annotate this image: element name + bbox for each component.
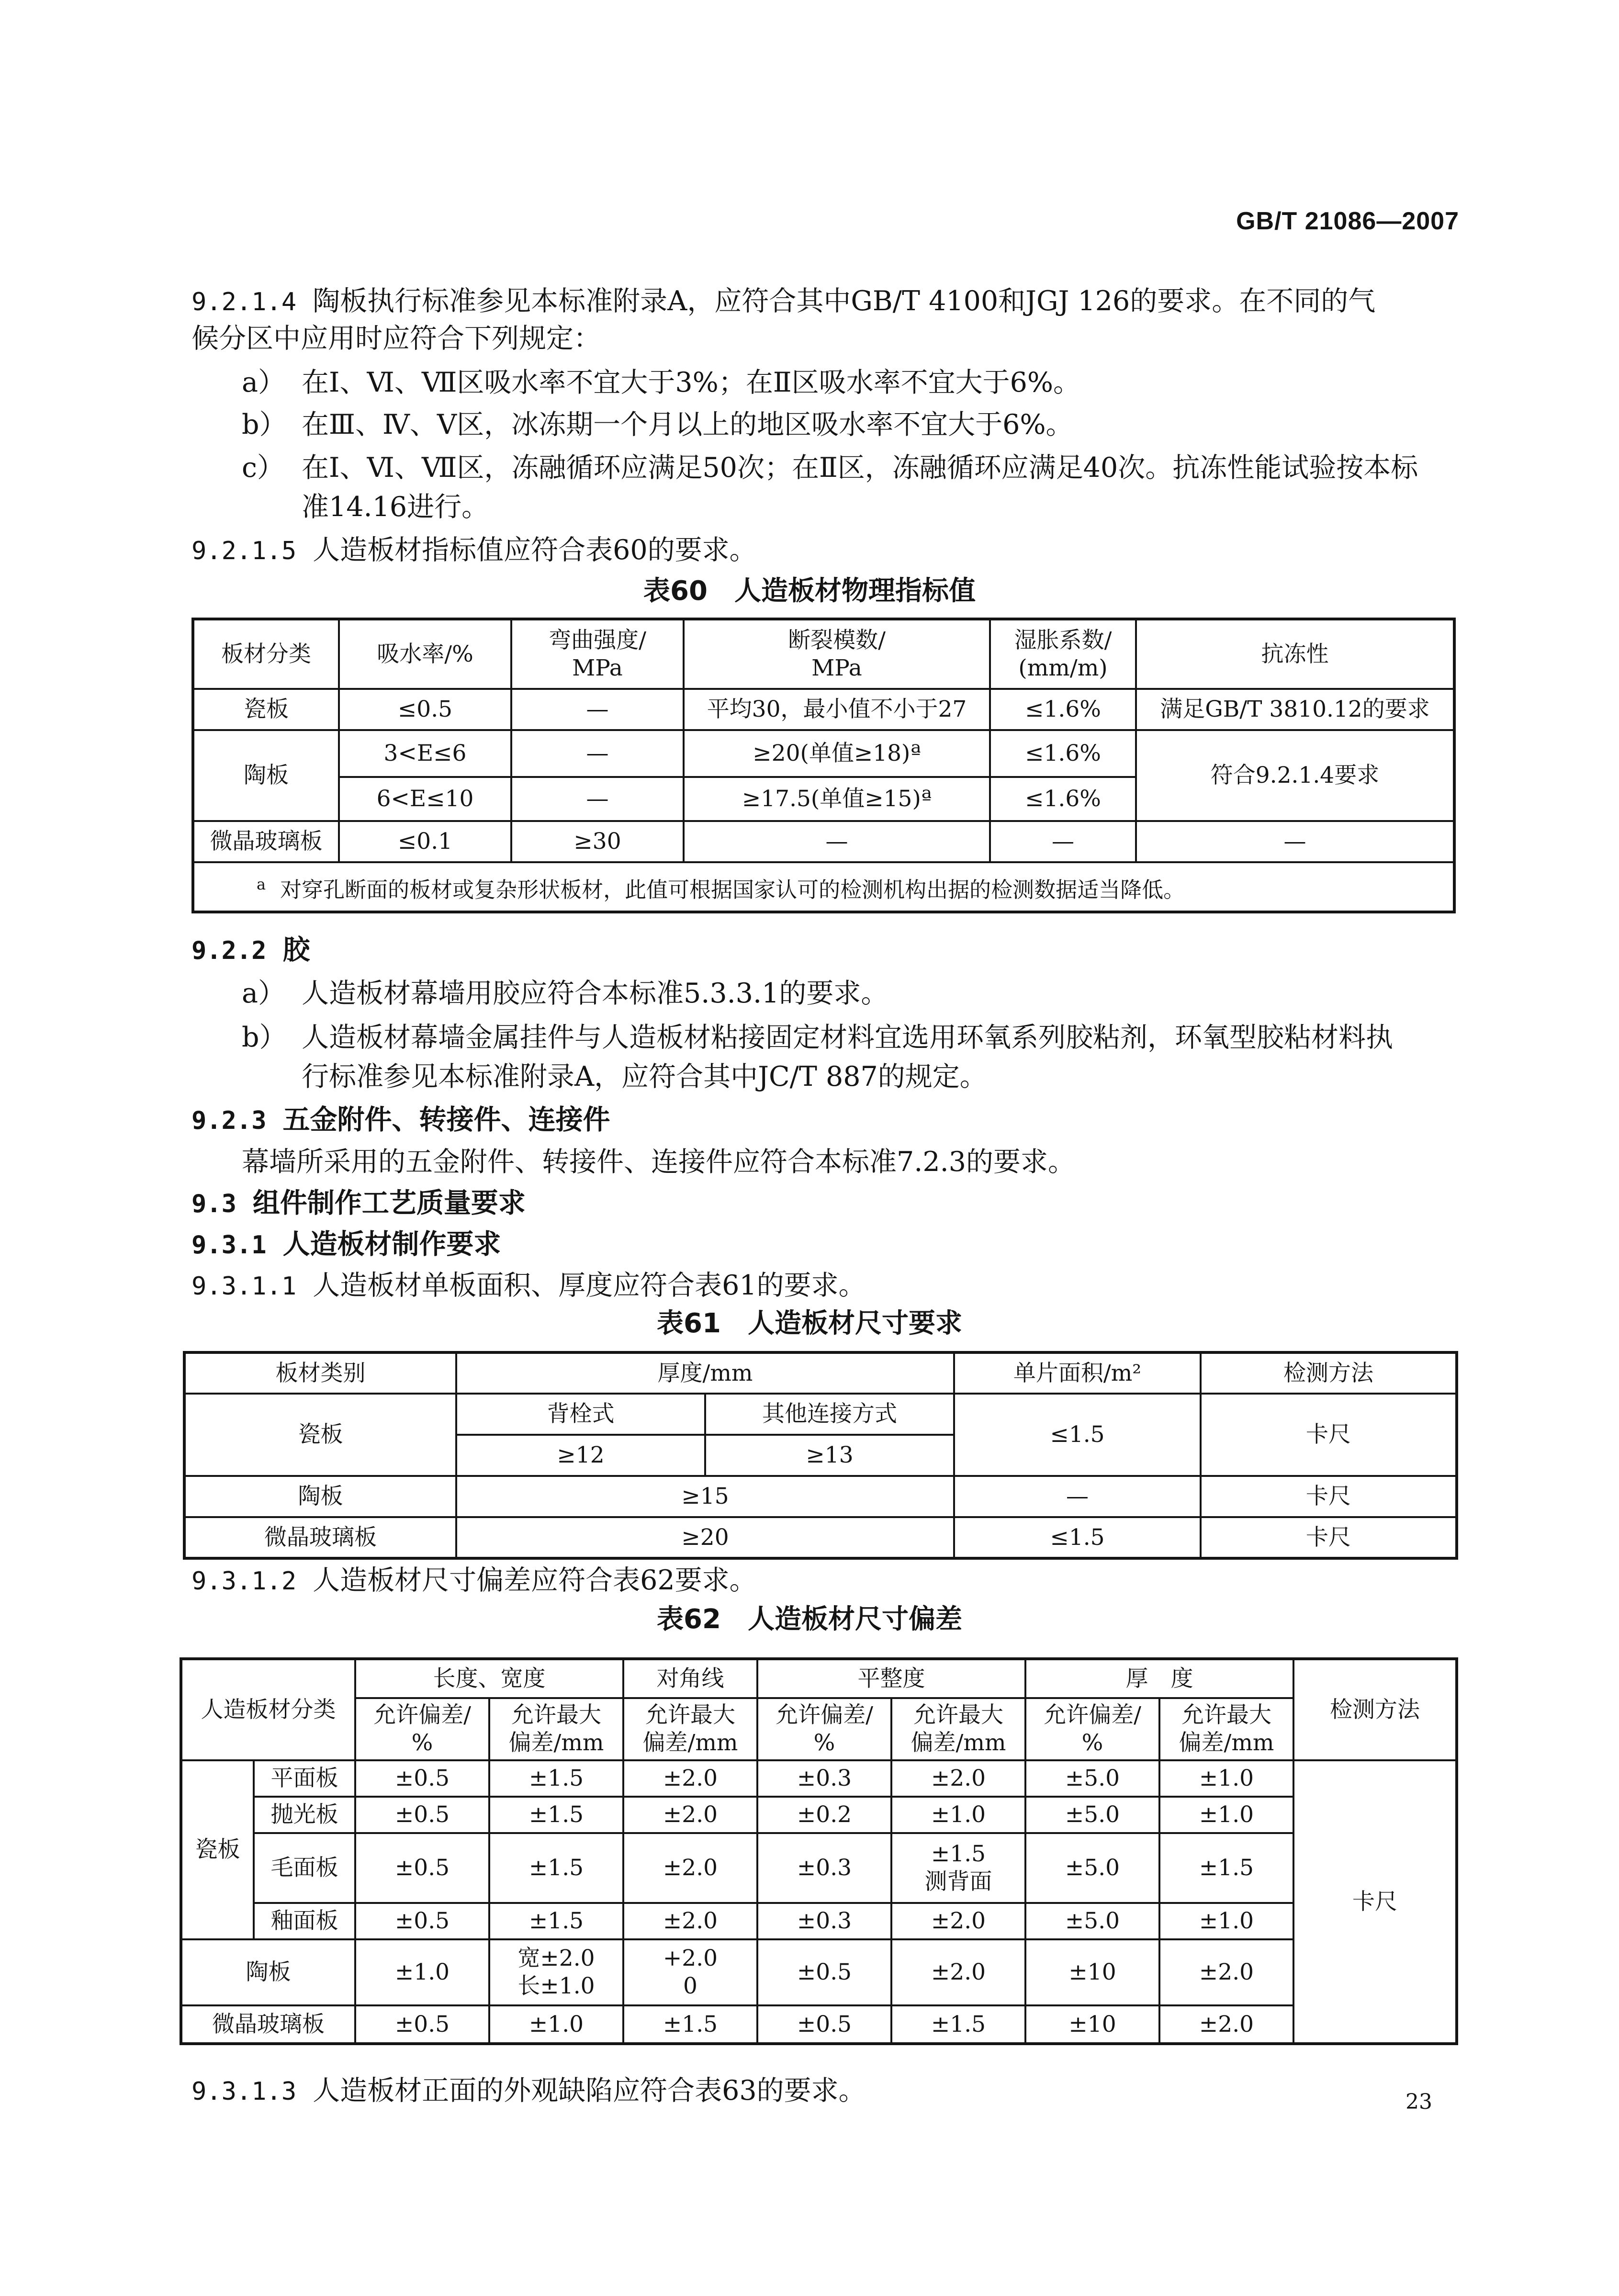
table-footnote-row [193,862,1454,912]
header-cell: 人造板材分类 [181,1659,355,1760]
list-text: 人造板材幕墙用胶应符合本标准5.3.3.1的要求。 [302,978,888,1009]
list-item [242,364,1465,401]
table-61 [183,1351,1458,1560]
clause-number: 9.3.1.2 [191,1567,297,1596]
header-cell: 板材类别 [184,1352,456,1394]
clause-number: 9.2.2 [191,936,267,965]
clause-9-2-3-text: 幕墙所采用的五金附件、转接件、连接件应符合本标准7.2.3的要求。 [242,1146,1076,1178]
table-row: 陶板 3<E≤6 — ≥20(单值≥18)ª ≤1.6% 符合9.2.1.4要求 [193,730,1454,777]
footnote-mark: a [257,875,266,893]
header-cell: 厚 度 [1025,1659,1293,1698]
header-cell: 平整度 [757,1659,1025,1698]
clause-number: 9.3.1.1 [191,1272,297,1301]
clause-9-3 [191,1184,1465,1223]
group-cell: 瓷板 [181,1760,254,1939]
table-61-caption: 表61 人造板材尺寸要求 [657,1308,962,1339]
list-label: a） [242,978,285,1009]
clause-9-2-1-5 [191,531,1465,570]
table-62 [180,1657,1458,2045]
table-row: 微晶玻璃板 ≤0.1 ≥30 — — — [193,821,1454,862]
method-cell: 卡尺 [1293,1760,1457,2044]
header-cell: 厚度/mm [456,1352,954,1394]
clause-9-2-1-4-cont: 候分区中应用时应符合下列规定： [191,323,601,354]
table-row: 釉面板 ±0.5 ±1.5 ±2.0 ±0.3 ±2.0 ±5.0 ±1.0 [181,1903,1457,1939]
header-cell: 检测方法 [1293,1659,1457,1760]
list-item-cont: 准14.16进行。 [302,491,489,523]
sub-header-cell: 允许偏差/ % [355,1698,489,1760]
table-row: 6<E≤10 — ≥17.5(单值≥15)ª ≤1.6% [193,777,1454,821]
list-item [242,449,1465,486]
table-60-caption: 表60 人造板材物理指标值 [643,575,976,607]
header-cell: 对角线 [623,1659,757,1698]
list-label: c） [242,452,284,484]
clause-number: 9.3 [191,1190,236,1218]
sub-header-cell: 允许偏差/ % [1025,1698,1159,1760]
clause-9-3-1-3 [191,2072,1465,2110]
sub-header-cell: 允许最大 偏差/mm [623,1698,757,1760]
clause-text: 陶板执行标准参见本标准附录A，应符合其中GB/T 4100和JGJ 126的要求。在不同的气 [313,285,1376,317]
table-60 [191,618,1456,913]
table-row: 抛光板 ±0.5 ±1.5 ±2.0 ±0.2 ±1.0 ±5.0 ±1.0 [181,1797,1457,1833]
clause-title: 胶 [282,934,310,966]
list-item-cont: 行标准参见本标准附录A，应符合其中JC/T 887的规定。 [302,1061,987,1092]
sub-header-cell: 允许最大 偏差/mm [1159,1698,1293,1760]
clause-9-3-1-2 [191,1562,1465,1600]
list-label: b） [242,1022,287,1053]
table-row: 微晶玻璃板 ≥20 ≤1.5 卡尺 [184,1517,1457,1558]
list-text: 人造板材幕墙金属挂件与人造板材粘接固定材料宜选用环氧系列胶粘剂，环氧型胶粘材料执 [302,1022,1393,1053]
list-item [242,406,1465,443]
clause-9-2-3 [191,1101,1465,1139]
table-row: 瓷板 ≤0.5 — 平均30，最小值不小于27 ≤1.6% 满足GB/T 3810.12的要求 [193,689,1454,730]
clause-text: 人造板材指标值应符合表60的要求。 [313,534,757,566]
clause-title: 五金附件、转接件、连接件 [282,1103,610,1136]
list-text: 在Ⅰ、Ⅵ、Ⅶ区吸水率不宜大于3%；在Ⅱ区吸水率不宜大于6%。 [302,367,1081,398]
clause-number: 9.2.1.5 [191,537,297,565]
clause-number: 9.2.3 [191,1106,267,1135]
table-row: 毛面板 ±0.5 ±1.5 ±2.0 ±0.3 ±1.5 测背面 ±5.0 ±1.5 [181,1833,1457,1903]
sub-header-cell: 其他连接方式 [705,1394,954,1435]
standard-code: GB/T 21086—2007 [1236,207,1459,235]
sub-header-cell: 允许偏差/ % [757,1698,891,1760]
list-text: 在Ⅰ、Ⅵ、Ⅶ区，冻融循环应满足50次；在Ⅱ区，冻融循环应满足40次。抗冻性能试验按本标 [302,452,1418,484]
clause-text: 人造板材尺寸偏差应符合表62要求。 [313,1564,757,1596]
clause-number: 9.2.1.4 [191,288,297,316]
table-row: 陶板 ±1.0 宽±2.0 长±1.0 +2.0 0 ±0.5 ±2.0 ±10 ±2.0 [181,1939,1457,2005]
header-cell: 单片面积/m² [954,1352,1201,1394]
clause-9-3-1-1 [191,1267,1465,1305]
clause-title: 人造板材制作要求 [282,1228,501,1260]
table-row: 微晶玻璃板 ±0.5 ±1.0 ±1.5 ±0.5 ±1.5 ±10 ±2.0 [181,2005,1457,2044]
header-cell: 长度、宽度 [355,1659,623,1698]
list-label: a） [242,367,285,398]
sub-header-cell: 允许最大 偏差/mm [891,1698,1025,1760]
clause-number: 9.3.1 [191,1231,267,1260]
header-cell: 湿胀系数/ (mm/m) [990,619,1136,689]
table-row: 陶板 ≥15 — 卡尺 [184,1476,1457,1517]
table-62-caption: 表62 人造板材尺寸偏差 [657,1604,962,1635]
header-cell: 弯曲强度/ MPa [511,619,684,689]
header-cell: 板材分类 [193,619,339,689]
list-item [242,1019,1465,1056]
sub-header-cell: 允许最大 偏差/mm [489,1698,623,1760]
list-item [242,975,1465,1012]
header-cell: 检测方法 [1201,1352,1457,1394]
sub-header-cell: 背栓式 [456,1394,705,1435]
list-text: 在Ⅲ、Ⅳ、Ⅴ区，冰冻期一个月以上的地区吸水率不宜大于6%。 [302,409,1073,440]
header-cell: 吸水率/% [339,619,511,689]
header-cell: 断裂模数/ MPa [684,619,990,689]
page-number: 23 [1405,2090,1432,2114]
clause-title: 组件制作工艺质量要求 [252,1187,526,1219]
list-label: b） [242,409,287,440]
clause-text: 人造板材正面的外观缺陷应符合表63的要求。 [313,2075,866,2106]
footnote-text: 对穿孔断面的板材或复杂形状板材，此值可根据国家认可的检测机构出据的检测数据适当降低。 [280,877,1185,902]
table-row: 瓷板 背栓式 其他连接方式 ≤1.5 卡尺 [184,1394,1457,1435]
table-row: 瓷板 平面板 ±0.5 ±1.5 ±2.0 ±0.3 ±2.0 ±5.0 ±1.0 卡尺 [181,1760,1457,1797]
clause-9-2-1-4 [191,282,1465,321]
clause-9-2-2 [191,931,1465,969]
clause-9-3-1 [191,1226,1465,1264]
header-cell: 抗冻性 [1136,619,1454,689]
clause-text: 人造板材单板面积、厚度应符合表61的要求。 [313,1270,866,1301]
table-row: ≥12 ≥13 [184,1435,1457,1476]
clause-number: 9.3.1.3 [191,2077,297,2106]
